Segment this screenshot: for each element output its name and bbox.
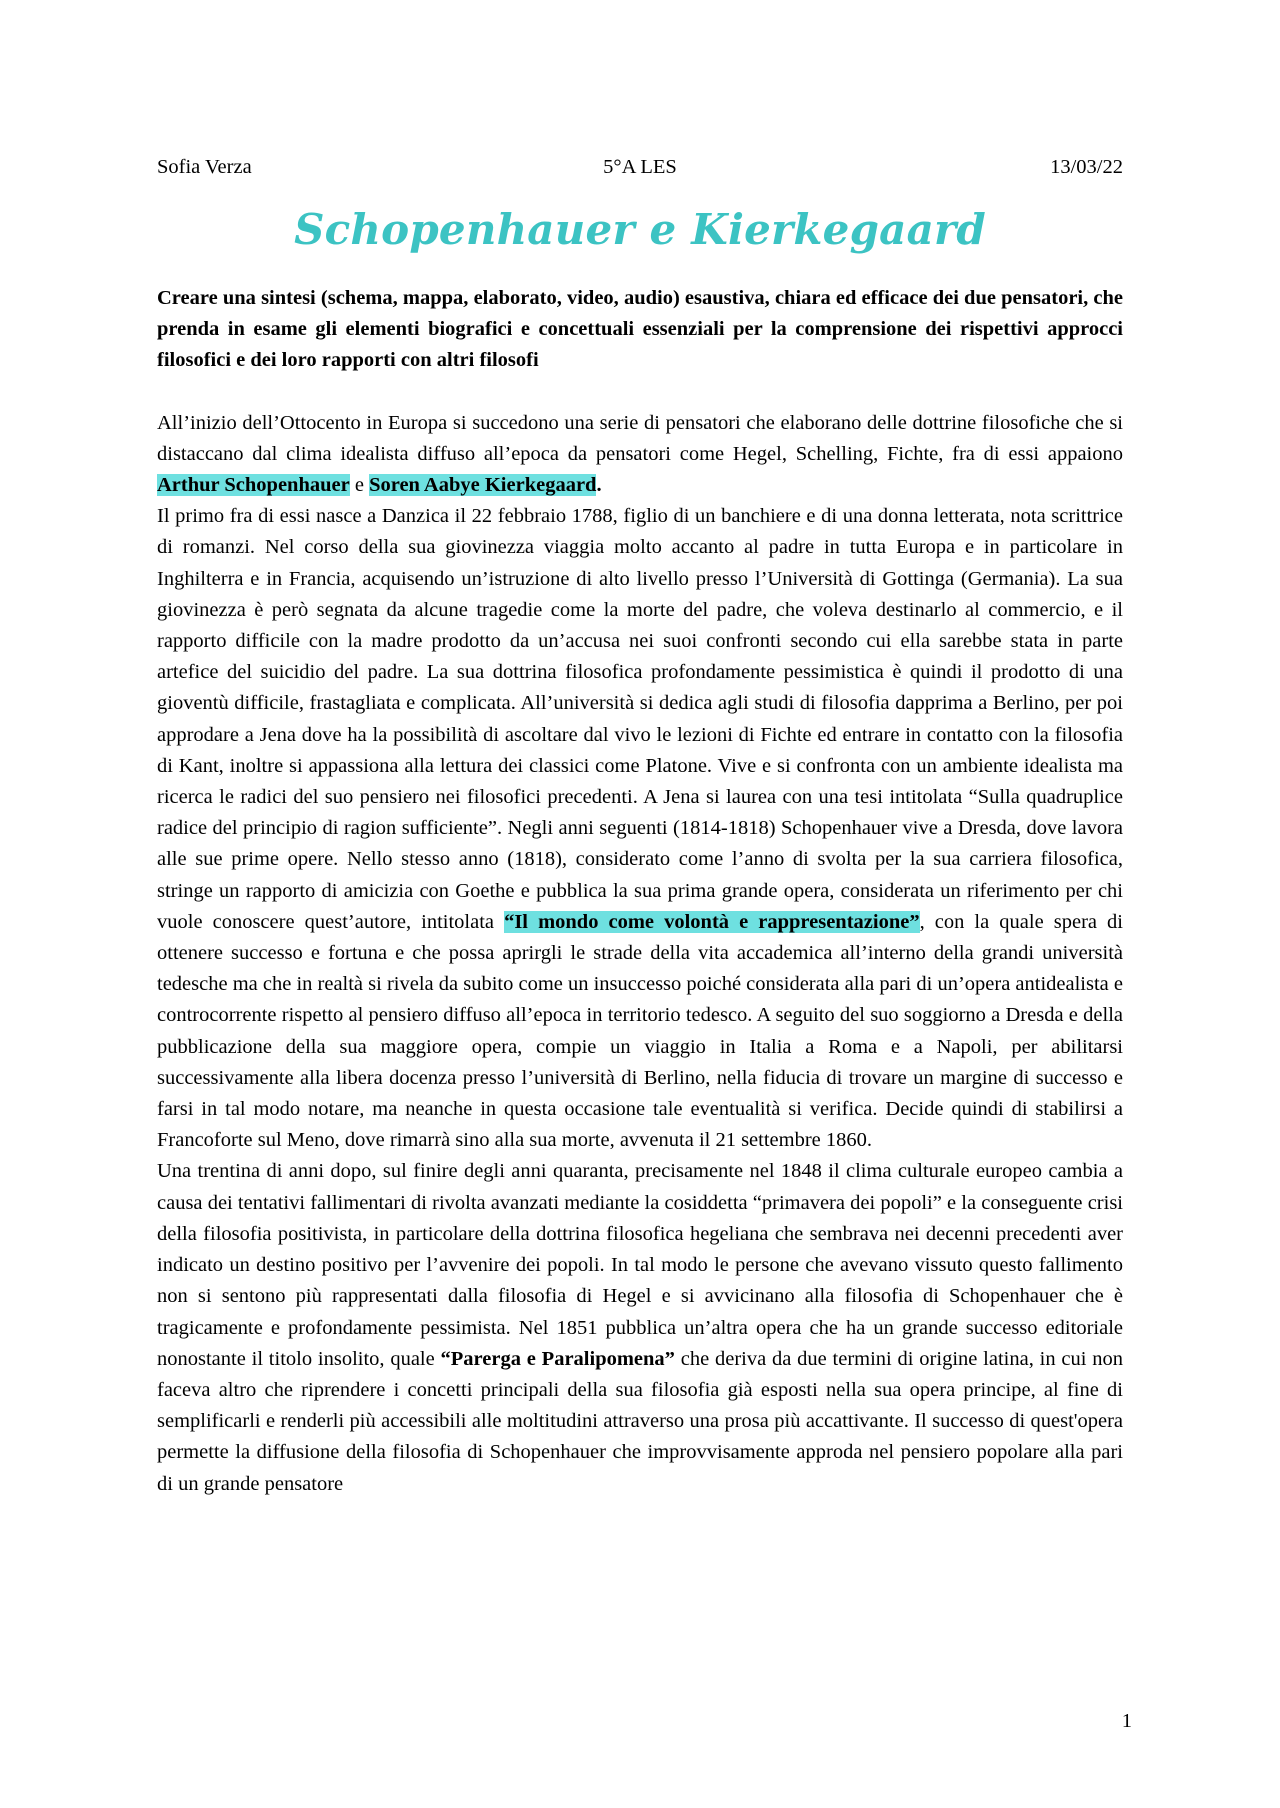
- assignment-prompt: Creare una sintesi (schema, mappa, elaborato, video, audio) esaustiva, chiara ed efficace dei due pensatori, che prenda in esame gli elementi biografici e concettuali essenziali per la comprensione dei rispettivi approcci filosofici e dei loro rapporti con altri filosofi: [157, 287, 1123, 372]
- paragraph-schopenhauer-bio: [157, 501, 1123, 1156]
- paragraph-text: Il primo fra di essi nasce a Danzica il 22 febbraio 1788, figlio di un banchiere e di una donna letterata, nota scrittrice di romanzi. Nel corso della sua giovinezza viaggia molto accanto al padre in tutta Europa e in particolare in Inghilterra e in Francia, acquisendo un’istruzione di alto livello presso l’Università di Gottinga (Germania). La sua giovinezza è però segnata da alcune tragedie come la morte del padre, che voleva destinarlo al commercio, e il rapporto difficile con la madre prodotto da un’accusa nei suoi confronti secondo cui ella sarebbe stata in parte artefice del suicidio del padre. La sua dottrina filosofica profondamente pessimistica è quindi il prodotto di una gioventù difficile, frastagliata e complicata. All’università si dedica agli studi di filosofia dapprima a Berlino, per poi approdare a Jena dove ha la possibilità di ascoltare dal vivo le lezioni di Fichte ed entrare in contatto con la filosofia di Kant, inoltre si appassiona alla lettura dei classici come Platone. Vive e si confronta con un ambiente idealista ma ricerca le radici del suo pensiero nei filosofici precedenti. A Jena si laurea con una tesi intitolata “Sulla quadruplice radice del principio di ragion sufficiente”. Negli anni seguenti (1814-1818) Schopenhauer vive a Dresda, dove lavora alle sue prime opere. Nello stesso anno (1818), considerato come l’anno di svolta per la sua carriera filosofica, stringe un rapporto di amicizia con Goethe e pubblica la sua prima grande opera, considerata un riferimento per chi vuole conoscere quest’autore, intitolata: [157, 505, 1123, 933]
- document-body: [157, 283, 1123, 1500]
- paragraph-spacer: [157, 377, 1123, 408]
- highlight-main-work: “Il mondo come volontà e rappresentazione”: [504, 910, 920, 933]
- highlight-kierkegaard: Soren Aabye Kierkegaard: [369, 474, 597, 497]
- class-label: 5°A LES: [603, 156, 677, 178]
- paragraph-text: , con la quale spera di ottenere successo e fortuna e che possa aprirgli le strade della vita accademica all’interno della grandi università tedesche ma che in realtà si rivela da subito come un insuccesso poiché considerata alla pari di un’opera antidealista e controcorrente rispetto al pensiero diffuso all’epoca in territorio tedesco. A seguito del suo soggiorno a Dresda e della pubblicazione della sua maggiore opera, compie un viaggio in Italia a Roma e a Napoli, per abilitarsi successivamente alla libera docenza presso l’università di Berlino, nella fiducia di trovare un margine di successo e farsi in tal modo notare, ma neanche in questa occasione tale eventualità si verifica. Decide quindi di stabilirsi a Francoforte sul Meno, dove rimarrà sino alla sua morte, avvenuta il 21 settembre 1860.: [157, 910, 1124, 1152]
- author-name: Sofia Verza: [157, 156, 252, 178]
- paragraph-text: che deriva da due termini di origine latina, in cui non faceva altro che riprendere i concetti principali della sua filosofia già esposti nella sua opera principe, al fine di semplificarli e renderli più accessibili alle moltitudini attraverso una prosa più accattivante. Il successo di quest'opera permette la diffusione della filosofia di Schopenhauer che improvvisamente approda nel pensiero popolare alla pari di un grande pensatore: [157, 1347, 1123, 1495]
- paragraph-text: e: [349, 474, 370, 497]
- paragraph-schopenhauer-success: [157, 1156, 1123, 1499]
- page-number: 1: [1121, 1710, 1132, 1732]
- paragraph-text: Una trentina di anni dopo, sul finire degli anni quaranta, precisamente nel 1848 il clima culturale europeo cambia a causa dei tentativi fallimentari di rivolta avanzati mediante la cosiddetta “primavera dei popoli” e la conseguente crisi della filosofia positivista, in particolare della dottrina filosofica hegeliana che sembrava nei decenni precedenti aver indicato un destino positivo per l’avvenire dei popoli. In tal modo le persone che avevano vissuto questo fallimento non si sentono più rappresentati dalla filosofia di Hegel e si avvicinano alla filosofia di Schopenhauer che è tragicamente e profondamente pessimista. Nel 1851 pubblica un’altra opera che ha un grande successo editoriale nonostante il titolo insolito, quale: [157, 1160, 1123, 1370]
- document-date: 13/03/22: [1050, 156, 1123, 178]
- bold-work-title: “Parerga e Paralipomena”: [440, 1347, 675, 1370]
- paragraph-text: .: [596, 474, 602, 497]
- paragraph-intro: [157, 408, 1123, 502]
- document-header: [157, 156, 1123, 186]
- paragraph-text: All’inizio dell’Ottocento in Europa si succedono una serie di pensatori che elaborano delle dottrine filosofiche che si distaccano dal clima idealista diffuso all’epoca da pensatori come Hegel, Schelling, Fichte, fra di essi appaiono: [157, 411, 1123, 465]
- highlight-schopenhauer: Arthur Schopenhauer: [157, 474, 350, 497]
- document-title: Schopenhauer e Kierkegaard: [294, 205, 986, 254]
